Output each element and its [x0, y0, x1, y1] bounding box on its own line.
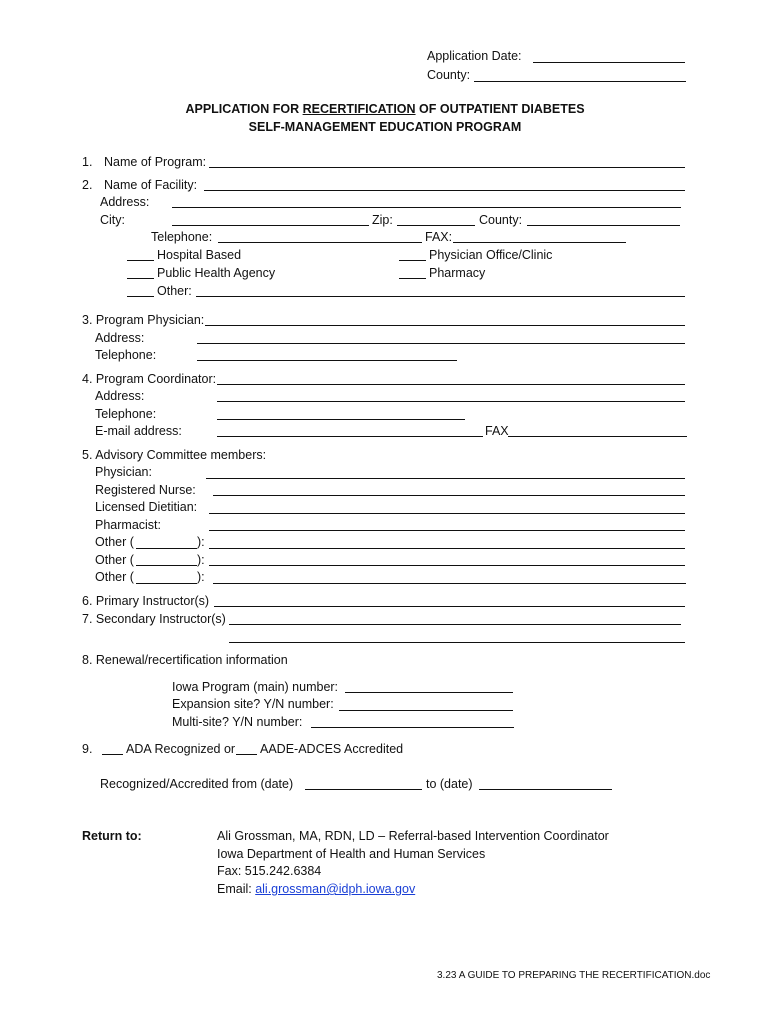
advisory-committee-label: 5. Advisory Committee members:	[82, 448, 267, 462]
county-field[interactable]	[474, 81, 686, 82]
coordinator-telephone-label: Telephone:	[95, 407, 157, 421]
advisory-other-1-role-field[interactable]	[136, 548, 197, 549]
email-label: Email:	[217, 882, 256, 896]
hospital-based-checkline[interactable]	[127, 260, 154, 261]
title-underlined: RECERTIFICATION	[302, 102, 416, 116]
advisory-other-3-close: ):	[197, 570, 205, 584]
application-date-field[interactable]	[533, 62, 685, 63]
section9-number: 9.	[82, 742, 93, 756]
return-contact-fax: Fax: 515.242.6384	[217, 864, 322, 878]
advisory-other-3-field[interactable]	[213, 583, 686, 584]
return-to-label: Return to:	[82, 829, 142, 843]
facility-address-label: Address:	[100, 195, 150, 209]
public-health-checkline[interactable]	[127, 278, 154, 279]
primary-instructor-field[interactable]	[214, 606, 685, 607]
advisory-other-1-field[interactable]	[209, 548, 685, 549]
title-part: APPLICATION FOR	[185, 102, 303, 116]
coordinator-telephone-field[interactable]	[217, 419, 465, 420]
advisory-other-2-close: ):	[197, 553, 205, 567]
advisory-physician-field[interactable]	[206, 478, 685, 479]
facility-name-field[interactable]	[204, 190, 685, 191]
return-contact-org: Iowa Department of Health and Human Services	[217, 847, 486, 861]
accredited-to-label: to (date)	[426, 777, 473, 791]
title-part: OF OUTPATIENT DIABETES	[415, 102, 585, 116]
aade-accredited-checkline[interactable]	[236, 754, 257, 755]
pharmacy-label: Pharmacy	[429, 266, 486, 280]
multi-site-label: Multi-site? Y/N number:	[172, 715, 303, 729]
program-coordinator-label: 4. Program Coordinator:	[82, 372, 217, 386]
advisory-pharmacist-label: Pharmacist:	[95, 518, 161, 532]
advisory-dietitian-label: Licensed Dietitian:	[95, 500, 198, 514]
physician-office-label: Physician Office/Clinic	[429, 248, 553, 262]
advisory-other-1-close: ):	[197, 535, 205, 549]
return-contact-name: Ali Grossman, MA, RDN, LD – Referral-based Intervention Coordinator	[217, 829, 609, 843]
physician-telephone-label: Telephone:	[95, 348, 157, 362]
secondary-instructor-field-2[interactable]	[229, 642, 685, 643]
advisory-other-2-field[interactable]	[209, 565, 685, 566]
iowa-program-number-field[interactable]	[345, 692, 513, 693]
facility-address-field[interactable]	[172, 207, 681, 208]
expansion-site-field[interactable]	[339, 710, 513, 711]
ada-recognized-checkline[interactable]	[102, 754, 123, 755]
ada-recognized-label: ADA Recognized or	[126, 742, 236, 756]
coordinator-email-field[interactable]	[217, 436, 483, 437]
coordinator-email-label: E-mail address:	[95, 424, 182, 438]
facility-zip-label: Zip:	[372, 213, 393, 227]
hospital-based-label: Hospital Based	[157, 248, 242, 262]
iowa-program-number-label: Iowa Program (main) number:	[172, 680, 339, 694]
advisory-nurse-field[interactable]	[213, 495, 685, 496]
section2-number: 2.	[82, 178, 93, 192]
facility-county-label: County:	[479, 213, 523, 227]
accredited-to-field[interactable]	[479, 789, 612, 790]
physician-office-checkline[interactable]	[399, 260, 426, 261]
advisory-dietitian-field[interactable]	[209, 513, 685, 514]
program-name-field[interactable]	[209, 167, 685, 168]
advisory-other-2-role-field[interactable]	[136, 565, 197, 566]
public-health-label: Public Health Agency	[157, 266, 276, 280]
facility-name-label: Name of Facility:	[104, 178, 198, 192]
other-type-field[interactable]	[196, 296, 685, 297]
coordinator-fax-field[interactable]	[508, 436, 687, 437]
county-label: County:	[427, 68, 471, 82]
secondary-instructor-field[interactable]	[229, 624, 681, 625]
advisory-other-2-open: Other (	[95, 553, 134, 567]
advisory-physician-label: Physician:	[95, 465, 152, 479]
renewal-info-label: 8. Renewal/recertification information	[82, 653, 288, 667]
coordinator-fax-label: FAX	[485, 424, 509, 438]
program-name-label: Name of Program:	[104, 155, 207, 169]
program-physician-label: 3. Program Physician:	[82, 313, 205, 327]
advisory-pharmacist-field[interactable]	[209, 530, 685, 531]
physician-address-label: Address:	[95, 331, 145, 345]
pharmacy-checkline[interactable]	[399, 278, 426, 279]
facility-city-label: City:	[100, 213, 125, 227]
form-subtitle: SELF-MANAGEMENT EDUCATION PROGRAM	[248, 120, 522, 134]
secondary-instructor-label: 7. Secondary Instructor(s)	[82, 612, 226, 626]
other-type-label: Other:	[157, 284, 192, 298]
facility-telephone-label: Telephone:	[151, 230, 213, 244]
accredited-from-field[interactable]	[305, 789, 422, 790]
accredited-from-label: Recognized/Accredited from (date)	[100, 777, 294, 791]
multi-site-field[interactable]	[311, 727, 514, 728]
facility-city-field[interactable]	[172, 225, 369, 226]
application-date-label: Application Date:	[427, 49, 522, 63]
facility-telephone-field[interactable]	[218, 242, 422, 243]
coordinator-address-field[interactable]	[217, 401, 685, 402]
email-link[interactable]: ali.grossman@idph.iowa.gov	[255, 882, 416, 896]
facility-fax-field[interactable]	[453, 242, 626, 243]
physician-address-field[interactable]	[197, 343, 685, 344]
coordinator-address-label: Address:	[95, 389, 145, 403]
program-physician-field[interactable]	[205, 325, 685, 326]
primary-instructor-label: 6. Primary Instructor(s)	[82, 594, 210, 608]
facility-zip-field[interactable]	[397, 225, 475, 226]
section1-number: 1.	[82, 155, 93, 169]
advisory-other-3-open: Other (	[95, 570, 134, 584]
facility-fax-label: FAX:	[425, 230, 453, 244]
return-contact-email-line	[217, 882, 415, 897]
advisory-nurse-label: Registered Nurse:	[95, 483, 196, 497]
program-coordinator-field[interactable]	[217, 384, 685, 385]
aade-accredited-label: AADE-ADCES Accredited	[260, 742, 404, 756]
expansion-site-label: Expansion site? Y/N number:	[172, 697, 334, 711]
physician-telephone-field[interactable]	[197, 360, 457, 361]
advisory-other-1-open: Other (	[95, 535, 134, 549]
advisory-other-3-role-field[interactable]	[136, 583, 197, 584]
footer-filename: 3.23 A GUIDE TO PREPARING THE RECERTIFICATION.doc	[437, 970, 711, 981]
facility-county-field[interactable]	[527, 225, 680, 226]
other-type-checkline[interactable]	[127, 296, 154, 297]
form-title	[0, 102, 770, 117]
